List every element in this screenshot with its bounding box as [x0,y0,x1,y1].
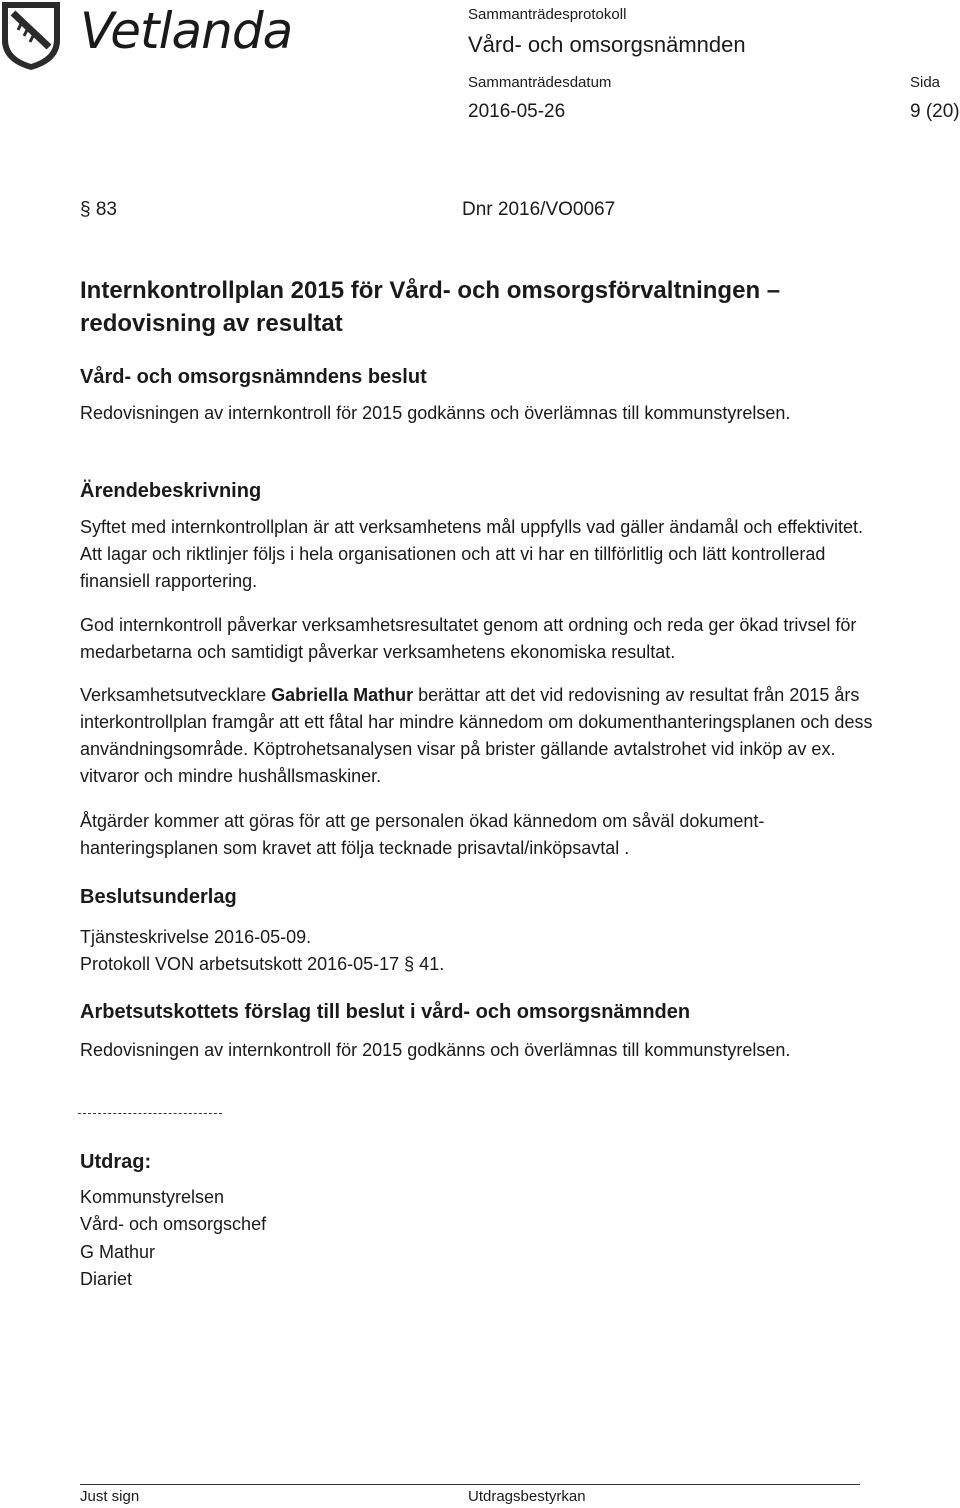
proposal-text: Redovisningen av internkontroll för 2015 godkänns och överlämnas till kommunstyrelsen. [80,1040,791,1060]
person-name: Gabriella Mathur [271,685,414,705]
item-title-line2: redovisning av resultat [80,310,343,337]
decision-heading: Vård- och omsorgsnämndens beslut [80,366,427,388]
paragraph-3-body: berättar att det vid redovisning av resultat från 2015 års interkontrollplan framgår att ett fåtal har mindre kännedom om dokumenthanteringsplanen och dess användningsområde. Köptrohetsanalysen visar på brister gällande avtalstrohet vid inköp av ex. vitvaror och mindre hushållsmaskiner. [80,685,873,786]
municipality-emblem-icon [0,0,62,72]
protocol-label: Sammanträdesprotokoll [468,6,627,23]
extract-heading: Utdrag: [80,1151,152,1173]
extract-recipient: Kommunstyrelsen [80,1187,225,1207]
paragraph-number: § 83 [80,199,117,220]
page-number: 9 (20) [910,101,960,122]
description-paragraph-1: Syftet med internkontrollplan är att verksamhetens mål uppfylls vad gäller ändamål och effektivitet. Att lagar och riktlinjer följs i hela organisationen och att vi har en tillförlitlig och lätt kontrollerad finansiell rapportering. [80,517,864,591]
meeting-date-label: Sammanträdesdatum [468,74,612,91]
basis-heading: Beslutsunderlag [80,886,237,908]
footer-divider [80,1484,860,1485]
description-paragraph-3 [80,682,880,790]
signature-label: Just sign [80,1488,140,1505]
description-paragraph-4: Åtgärder kommer att göras för att ge personalen ökad kännedom om såväl dokument-hanteringsplanen som kravet att följa tecknade prisavtal/inköpsavtal . [80,811,765,858]
basis-item: Protokoll VON arbetsutskott 2016-05-17 § 41. [80,954,445,974]
diary-number: Dnr 2016/VO0067 [462,199,616,220]
decision-text: Redovisningen av internkontroll för 2015 godkänns och överlämnas till kommunstyrelsen. [80,403,791,423]
committee-name: Vård- och omsorgsnämnden [468,32,746,57]
municipality-logo-text: Vetlanda [80,2,293,60]
page-label: Sida [910,74,941,91]
meeting-date-value: 2016-05-26 [468,101,566,122]
extract-certification-label: Utdragsbestyrkan [468,1488,586,1505]
proposal-heading: Arbetsutskottets förslag till beslut i vård- och omsorgsnämnden [80,1001,691,1023]
basis-item: Tjänsteskrivelse 2016-05-09. [80,927,312,947]
description-heading: Ärendebeskrivning [80,480,262,502]
paragraph-3-intro: Verksamhetsutvecklare [80,685,272,705]
item-title-line1: Internkontrollplan 2015 för Vård- och omsorgsförvaltningen – [80,277,781,304]
extract-recipient: Diariet [80,1269,133,1289]
separator-line [78,1113,222,1114]
extract-recipient: Vård- och omsorgschef [80,1214,267,1234]
description-paragraph-2: God internkontroll påverkar verksamhetsresultatet genom att ordning och reda ger ökad trivsel för medarbetarna och samtidigt påverkar verksamhetens ekonomiska resultat. [80,615,857,662]
extract-recipient: G Mathur [80,1242,156,1262]
